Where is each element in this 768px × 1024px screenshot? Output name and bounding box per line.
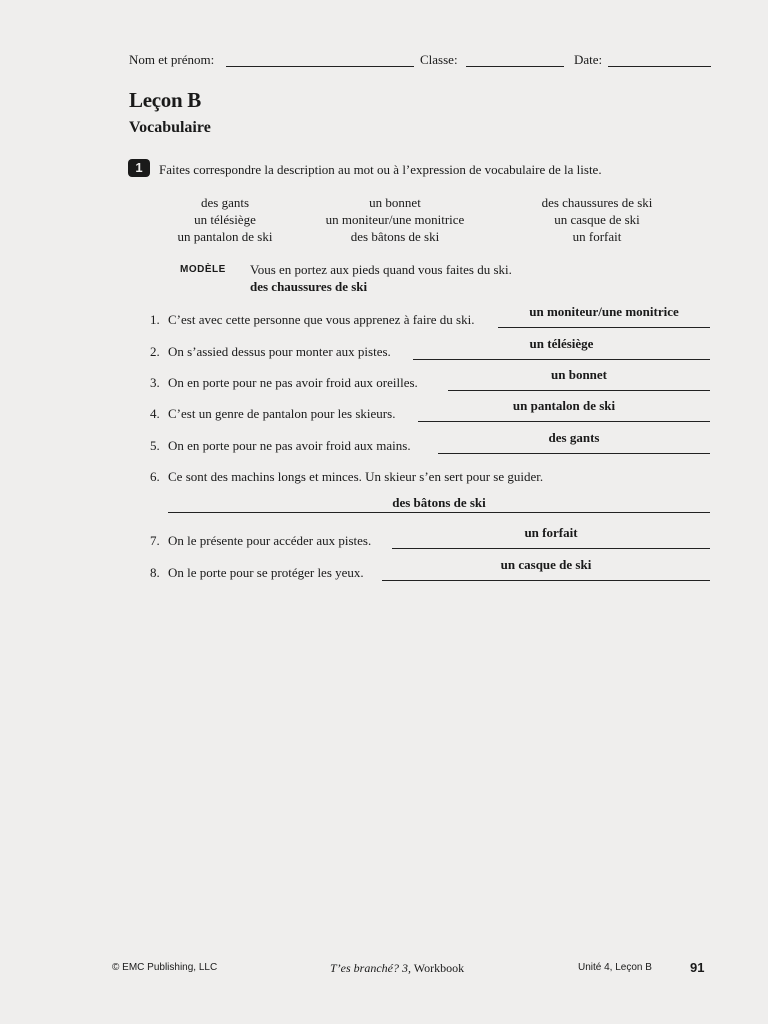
answer-text: un moniteur/une monitrice (529, 304, 679, 319)
name-label: Nom et prénom: (129, 52, 215, 67)
date-field[interactable] (608, 66, 711, 67)
answer-line[interactable] (498, 327, 710, 328)
word-bank-item: des gants (200, 195, 250, 210)
exercise-number-badge: 1 (128, 159, 150, 177)
question-text: C’est avec cette personne que vous apprenez à faire du ski. (168, 312, 475, 327)
question-8 (150, 557, 710, 585)
question-text: On s’assied dessus pour monter aux pistes. (168, 344, 391, 359)
question-text: On le porte pour se protéger les yeux. (168, 565, 364, 580)
answer-text: un télésiège (529, 336, 594, 351)
class-field[interactable] (466, 66, 564, 67)
question-1 (150, 304, 710, 332)
question-number: 2. (150, 344, 160, 359)
word-bank-item: un casque de ski (554, 212, 640, 227)
word-bank-item: un forfait (572, 229, 622, 244)
answer-text: des gants (548, 430, 600, 445)
question-text: On en porte pour ne pas avoir froid aux oreilles. (168, 375, 418, 390)
question-5 (150, 430, 710, 458)
answer-line[interactable] (382, 580, 710, 581)
question-4 (150, 398, 710, 426)
word-bank-item: un moniteur/une monitrice (325, 212, 465, 227)
word-bank (130, 195, 700, 251)
book-title-suffix: Workbook (413, 961, 465, 975)
question-number: 1. (150, 312, 160, 327)
answer-text: un pantalon de ski (512, 398, 616, 413)
page-number: 91 (690, 960, 705, 975)
answer-text: un casque de ski (500, 557, 592, 572)
question-3 (150, 367, 710, 395)
word-bank-item: des chaussures de ski (541, 195, 653, 210)
question-7 (150, 525, 710, 553)
page-footer (0, 960, 768, 980)
question-number: 4. (150, 406, 160, 421)
question-number: 8. (150, 565, 160, 580)
publisher-credit: © EMC Publishing, LLC (112, 962, 218, 973)
answer-text: un forfait (524, 525, 578, 540)
answer-line[interactable] (168, 512, 710, 513)
word-bank-item: un pantalon de ski (177, 229, 273, 244)
exercise-instruction: Faites correspondre la description au mot ou à l’expression de vocabulaire de la liste. (159, 162, 602, 177)
book-title (330, 961, 464, 976)
word-bank-item: des bâtons de ski (350, 229, 440, 244)
class-label: Classe: (420, 52, 458, 67)
question-number: 7. (150, 533, 160, 548)
answer-line[interactable] (418, 421, 710, 422)
word-bank-item: un bonnet (369, 195, 421, 210)
date-label: Date: (574, 52, 603, 67)
book-title-italic: T’es branché? 3, (330, 961, 411, 975)
question-number: 6. (150, 469, 160, 484)
question-number: 3. (150, 375, 160, 390)
unit-label: Unité 4, Leçon B (578, 962, 652, 973)
name-field[interactable] (226, 66, 414, 67)
answer-line[interactable] (392, 548, 710, 549)
word-bank-item: un télésiège (194, 212, 256, 227)
answer-line[interactable] (438, 453, 710, 454)
question-text: On en porte pour ne pas avoir froid aux mains. (168, 438, 411, 453)
question-number: 5. (150, 438, 160, 453)
model-label: MODÈLE (180, 264, 226, 275)
model-answer: des chaussures de ski (250, 279, 368, 294)
question-6 (150, 467, 710, 519)
answer-text: un bonnet (551, 367, 607, 382)
question-text: On le présente pour accéder aux pistes. (168, 533, 372, 548)
answer-line[interactable] (413, 359, 710, 360)
question-text: C’est un genre de pantalon pour les skieurs. (168, 406, 396, 421)
student-info-header (129, 50, 711, 70)
question-text: Ce sont des machins longs et minces. Un skieur s’en sert pour se guider. (168, 469, 544, 484)
question-2 (150, 336, 710, 364)
section-title: Vocabulaire (129, 119, 211, 136)
lesson-title: Leçon B (129, 88, 201, 112)
answer-text: des bâtons de ski (392, 495, 486, 510)
model-text: Vous en portez aux pieds quand vous faites du ski. (250, 262, 512, 277)
answer-line[interactable] (448, 390, 710, 391)
